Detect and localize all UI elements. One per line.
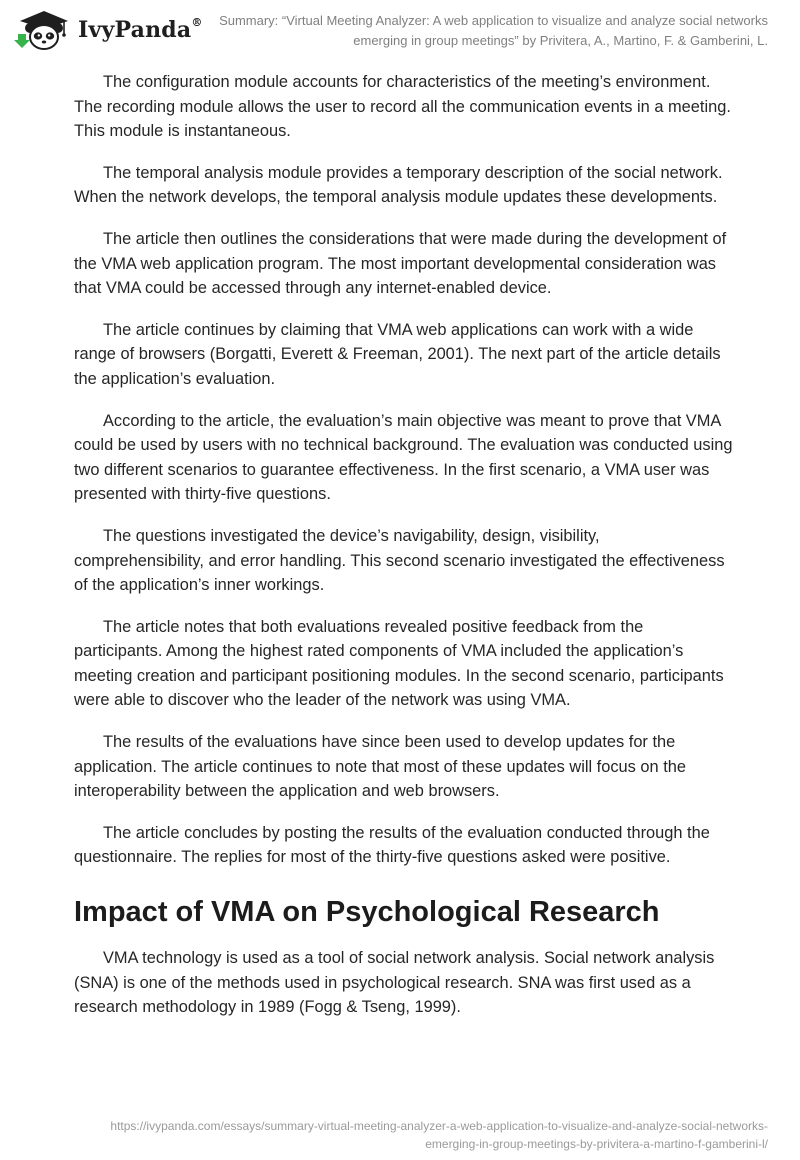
paragraph: The results of the evaluations have since been used to develop updates for the application. The article continues to note that most of these updates will focus on the interoperability between the application and web browsers. <box>74 733 686 801</box>
page-header <box>0 0 800 66</box>
paragraph: The temporal analysis module provides a temporary description of the social network. When the network develops, the temporal analysis module updates these developments. <box>74 163 723 207</box>
paragraph: The article then outlines the considerations that were made during the development of the VMA web application program. The most important developmental consideration was that VMA could be accessed through any internet-enabled device. <box>74 229 727 298</box>
paragraph: The questions investigated the device’s navigability, design, visibility, comprehensibility, and error handling. This second scenario investigated the effectiveness of the application’s inner workings. <box>74 526 725 595</box>
summary-line-2: emerging in group meetings” by Privitera, A., Martino, F. & Gamberini, L. <box>353 33 768 48</box>
summary-line-1: Summary: “Virtual Meeting Analyzer: A web application to visualize and analyze social networks <box>219 13 768 28</box>
paragraph: The article notes that both evaluations revealed positive feedback from the participants. Among the highest rated components of VMA included the application’s meeting creation and participant positioning modules. In the second scenario, participants were able to discover who the leader of the network was using VMA. <box>74 617 724 710</box>
paragraph: According to the article, the evaluation’s main objective was meant to prove that VMA could be used by users with no technical background. The evaluation was conducted using two different scenarios to guarantee effectiveness. In the first scenario, a VMA user was presented with thirty-five questions. <box>74 411 733 504</box>
source-url-line-2: emerging-in-group-meetings-by-privitera-a-martino-f-gamberini-l/ <box>425 1137 768 1151</box>
paragraph: The article concludes by posting the results of the evaluation conducted through the questionnaire. The replies for most of the thirty-five questions asked were positive. <box>74 823 710 867</box>
source-url-line-1: https://ivypanda.com/essays/summary-virtual-meeting-analyzer-a-web-application-to-visualize-and-analyze-social-networks- <box>110 1119 768 1133</box>
paragraph: VMA technology is used as a tool of social network analysis. Social network analysis (SNA) is one of the methods used in psychological research. SNA was first used as a research methodology in 1989 (Fogg & Tseng, 1999). <box>74 949 715 1017</box>
panda-graduate-icon <box>14 8 72 52</box>
summary-title <box>208 11 768 51</box>
brand-name: IvyPanda® <box>78 15 203 43</box>
registered-mark: ® <box>191 15 203 29</box>
paragraph: The article continues by claiming that VMA web applications can work with a wide range of browsers (Borgatti, Everett & Freeman, 2001). The next part of the article details the application’s evaluation. <box>74 320 721 388</box>
paragraph: The configuration module accounts for characteristics of the meeting’s environment. The recording module allows the user to record all the communication events in a meeting. This module is instantaneous. <box>74 73 731 141</box>
source-url[interactable] <box>48 1117 768 1153</box>
essay-body <box>74 70 734 1037</box>
section-heading: Impact of VMA on Psychological Research <box>74 896 660 929</box>
ivypanda-logo[interactable] <box>14 8 203 52</box>
